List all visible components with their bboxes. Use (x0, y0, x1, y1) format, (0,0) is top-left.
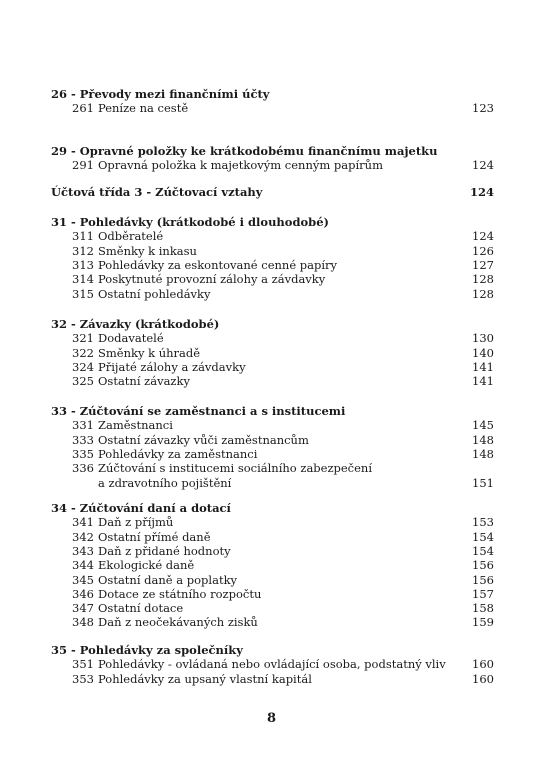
section-title: 31 - Pohledávky (krátkodobé i dlouhodobé) (51, 215, 329, 229)
toc-entry (0, 447, 543, 462)
entry-page-number: 160 (472, 671, 494, 686)
account-code: 351 (72, 657, 94, 672)
entry-page-number: 156 (472, 558, 494, 573)
toc-entry (0, 258, 543, 273)
account-code: 321 (72, 331, 94, 346)
toc-entry (0, 558, 543, 573)
account-code: 312 (72, 243, 94, 258)
entry-label: Dodavatelé (98, 331, 164, 346)
account-code: 346 (72, 586, 94, 601)
toc-entry (0, 229, 543, 244)
account-code: 314 (72, 272, 94, 287)
account-code: 336 (72, 461, 94, 476)
entry-page-number: 148 (472, 446, 494, 461)
toc-entry (0, 374, 543, 389)
entry-page-number: 156 (472, 572, 494, 587)
toc-entry (0, 657, 543, 672)
entry-label: Zúčtování s institucemi sociálního zabezpečení (98, 461, 373, 476)
entry-page-number: 140 (472, 345, 494, 360)
account-code: 344 (72, 558, 94, 573)
entry-page-number: 127 (472, 257, 494, 272)
entry-label: Opravná položka k majetkovým cenným papírům (98, 158, 383, 173)
entry-page-number: 126 (472, 243, 494, 258)
section-heading (0, 404, 543, 419)
account-code: 348 (72, 615, 94, 630)
account-code: 324 (72, 359, 94, 374)
account-code: 325 (72, 374, 94, 389)
entry-label: Zaměstnanci (98, 418, 173, 433)
entry-label: Ostatní dotace (98, 601, 184, 616)
toc-entry (0, 530, 543, 545)
entry-page-number: 153 (472, 515, 494, 530)
toc-entry (0, 573, 543, 588)
toc-entry (0, 601, 543, 616)
account-code: 353 (72, 671, 94, 686)
account-code: 342 (72, 529, 94, 544)
account-code: 335 (72, 446, 94, 461)
entry-page-number: 128 (472, 272, 494, 287)
account-code: 343 (72, 543, 94, 558)
entry-page-number: 154 (472, 543, 494, 558)
section-heading (0, 501, 543, 516)
entry-page-number: 141 (472, 374, 494, 389)
entry-label: Směnky k inkasu (98, 243, 197, 258)
entry-label: Směnky k úhradě (98, 345, 201, 360)
entry-page-number: 157 (472, 586, 494, 601)
entry-page-number: 148 (472, 432, 494, 447)
toc-entry (0, 244, 543, 259)
entry-page-number: 123 (472, 101, 494, 116)
page-number: 8 (266, 711, 277, 726)
account-code: 311 (72, 229, 94, 244)
toc-entry (0, 101, 543, 116)
entry-label: Poskytnuté provozní zálohy a závdavky (98, 272, 326, 287)
section-heading (0, 185, 543, 200)
entry-page-number: 145 (472, 418, 494, 433)
entry-page-number: 158 (472, 601, 494, 616)
entry-label: Ostatní závazky vůči zaměstnancům (98, 432, 309, 447)
toc-entry (0, 272, 543, 287)
account-code: 322 (72, 345, 94, 360)
section-title: 26 - Převody mezi finančními účty (51, 87, 270, 101)
section-heading (0, 87, 543, 102)
section-page-number: 124 (469, 185, 494, 199)
entry-label: Ostatní přímé daně (98, 529, 211, 544)
entry-label: Odběratelé (98, 229, 164, 244)
section-title: 29 - Opravné položky ke krátkodobému finančnímu majetku (51, 144, 438, 158)
section-heading (0, 643, 543, 658)
account-code: 331 (72, 418, 94, 433)
entry-page-number: 141 (472, 359, 494, 374)
entry-label: Daň z příjmů (98, 515, 174, 530)
entry-page-number: 159 (472, 615, 494, 630)
entry-page-number: 160 (472, 657, 494, 672)
toc-entry (0, 158, 543, 173)
account-code: 291 (72, 158, 94, 173)
entry-label: Pohledávky za eskontované cenné papíry (98, 257, 338, 272)
entry-label: Pohledávky za zaměstnanci (98, 446, 258, 461)
entry-label: Ostatní daně a poplatky (98, 572, 238, 587)
account-code: 341 (72, 515, 94, 530)
section-heading (0, 144, 543, 159)
toc-entry (0, 587, 543, 602)
toc-entry (0, 287, 543, 302)
toc-entry (0, 433, 543, 448)
entry-page-number: 124 (472, 229, 494, 244)
entry-page-number: 128 (472, 286, 494, 301)
entry-label: Peníze na cestě (98, 101, 189, 116)
section-title: 34 - Zúčtování daní a dotací (51, 501, 231, 515)
entry-label: Pohledávky za upsaný vlastní kapitál (98, 671, 312, 686)
toc-entry-continuation (0, 476, 543, 491)
entry-label: Ostatní pohledávky (98, 286, 211, 301)
account-code: 345 (72, 572, 94, 587)
section-heading (0, 215, 543, 230)
entry-label: Ekologické daně (98, 558, 195, 573)
account-code: 333 (72, 432, 94, 447)
section-title: 32 - Závazky (krátkodobé) (51, 317, 220, 331)
entry-page-number: 124 (472, 158, 494, 173)
toc-entry (0, 461, 543, 476)
toc-entry (0, 515, 543, 530)
entry-page-number: 151 (472, 475, 494, 490)
entry-label: Daň z přidané hodnoty (98, 543, 231, 558)
toc-entry (0, 360, 543, 375)
toc-entry (0, 331, 543, 346)
toc-entry (0, 544, 543, 559)
toc-entry (0, 346, 543, 361)
account-code: 347 (72, 601, 94, 616)
entry-label: Dotace ze státního rozpočtu (98, 586, 262, 601)
account-code: 313 (72, 257, 94, 272)
entry-label: Ostatní závazky (98, 374, 190, 389)
section-title: Účtová třída 3 - Zúčtovací vztahy (51, 185, 263, 199)
toc-entry (0, 672, 543, 687)
toc-entry (0, 418, 543, 433)
entry-label: Daň z neočekávaných zisků (98, 615, 258, 630)
account-code: 261 (72, 101, 94, 116)
account-code: 315 (72, 286, 94, 301)
entry-page-number: 154 (472, 529, 494, 544)
section-heading (0, 317, 543, 332)
section-title: 35 - Pohledávky za společníky (51, 643, 243, 657)
toc-entry (0, 615, 543, 630)
entry-page-number: 130 (472, 331, 494, 346)
entry-label-continuation: a zdravotního pojištění (98, 475, 232, 490)
entry-label: Pohledávky - ovládaná nebo ovládající osoba, podstatný vliv (98, 657, 446, 672)
entry-label: Přijaté zálohy a závdavky (98, 359, 246, 374)
section-title: 33 - Zúčtování se zaměstnanci a s institucemi (51, 404, 346, 418)
